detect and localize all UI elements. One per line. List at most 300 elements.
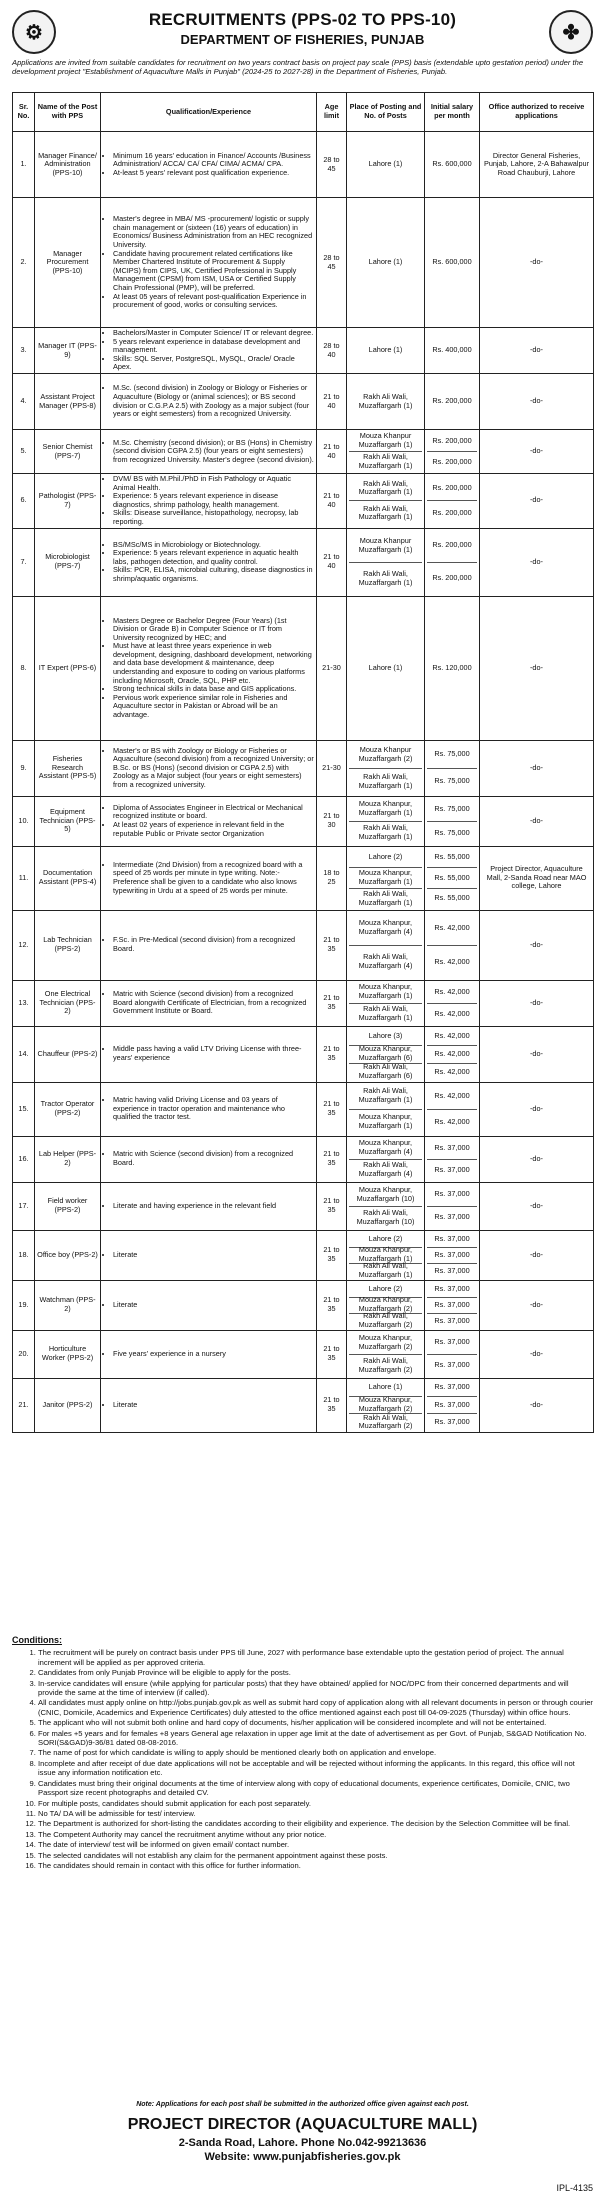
office-authorized: -do- <box>480 1230 594 1280</box>
table-row <box>13 596 594 740</box>
header <box>12 8 593 54</box>
office-authorized: -do- <box>480 1136 594 1182</box>
salary-cell <box>425 474 480 529</box>
place-of-posting: Rakh Ali Wali, Muzaffargarh (1) <box>349 1084 422 1110</box>
qualification-cell <box>101 328 317 374</box>
salary-value: Rs. 42,000 <box>427 1084 477 1110</box>
age-limit: 21 to 35 <box>317 1330 347 1378</box>
post-name: Fisheries Research Assistant (PPS-5) <box>35 740 101 796</box>
salary-cell <box>425 528 480 596</box>
age-limit: 21 to 35 <box>317 1026 347 1082</box>
salary-value: Rs. 37,000 <box>434 1212 470 1222</box>
age-limit: 21-30 <box>317 740 347 796</box>
salary-value: Rs. 37,000 <box>427 1397 477 1414</box>
serial-number: 19. <box>13 1280 35 1330</box>
condition-item: 6. For males +5 years and for females +8 years General age relaxation in upper age limit at the date of advertisement as per Govt. of Punjab, S&GAD Notification No. SORI(S&GAD)9-36/81 dated 08-08-2016. <box>38 1729 593 1748</box>
qualification-list <box>103 861 314 895</box>
qualification-list <box>103 152 314 178</box>
place-of-posting: Lahore (2) <box>349 1232 422 1248</box>
place-of-posting-cell <box>347 796 425 846</box>
qualification-item: • Skills: SQL Server, PostgreSQL, MySQL, Oracle/ Oracle Apex. <box>113 355 314 372</box>
salary-value: Rs. 37,000 <box>434 1360 470 1370</box>
salary-value: Rs. 37,000 <box>427 1138 477 1160</box>
qualification-item: • Experience: 5 years relevant experience in aquatic health labs, pathogen detection, and quality control. <box>113 549 314 566</box>
note-text: Note: Applications for each post shall be submitted in the authorized office given against each post. <box>136 2101 469 2108</box>
conditions-list <box>12 1648 593 1870</box>
qualification-item: • Matric having valid Driving License and 03 years of experience in tractor operation and maintenance who qualified the tractor test. <box>113 1096 314 1122</box>
qualification-item: • Matric with Science (second division) from a recognized Board. <box>113 1150 314 1167</box>
qualification-cell <box>101 374 317 430</box>
condition-item: 15. The selected candidates will not establish any claim for the permanent appointment against these posts. <box>38 1851 593 1860</box>
place-of-posting: Mouza Khanpur Muzaffargarh (2) <box>349 742 422 769</box>
salary-value: Rs. 200,000 <box>427 530 477 563</box>
qualification-list <box>103 1202 314 1211</box>
place-of-posting-cell <box>347 132 425 198</box>
header-post: Name of the Post with PPS <box>35 93 101 132</box>
post-name: Lab Technician (PPS-2) <box>35 910 101 980</box>
qualification-cell <box>101 474 317 529</box>
footer <box>12 2116 593 2163</box>
header-sr: Sr. No. <box>13 93 35 132</box>
salary-value: Rs. 200,000 <box>432 456 472 466</box>
salary-value: Rs. 37,000 <box>427 1282 477 1298</box>
qualification-item: • Pervious work experience similar role in Fisheries and Aquaculture sector in Pakistan or Abroad will be an advantage. <box>113 694 314 720</box>
qualification-cell <box>101 528 317 596</box>
office-authorized: -do- <box>480 1330 594 1378</box>
serial-number: 4. <box>13 374 35 430</box>
place-of-posting: Mouza Khanpur, Muzaffargarh (6) <box>349 1046 422 1064</box>
qualification-list <box>103 804 314 838</box>
place-of-posting: Lahore (1) <box>368 159 403 169</box>
table-row <box>13 328 594 374</box>
salary-value: Rs. 75,000 <box>427 742 477 769</box>
qualification-list <box>103 1096 314 1122</box>
age-limit: 21 to 35 <box>317 1136 347 1182</box>
condition-item: 11. No TA/ DA will be admissible for test/ interview. <box>38 1809 593 1818</box>
office-authorized: Director General Fisheries, Punjab, Lahore, 2-A Bahawalpur Road Chauburji, Lahore <box>480 132 594 198</box>
age-limit: 21 to 30 <box>317 796 347 846</box>
age-limit: 21 to 40 <box>317 374 347 430</box>
qualification-cell <box>101 1378 317 1432</box>
salary-value: Rs. 42,000 <box>434 956 470 966</box>
age-limit: 21 to 40 <box>317 430 347 474</box>
office-authorized: -do- <box>480 474 594 529</box>
qualification-cell <box>101 1026 317 1082</box>
government-seal-icon: ⚙ <box>12 10 56 54</box>
serial-number: 6. <box>13 474 35 529</box>
place-of-posting: Rakh Ali Wali, Muzaffargarh (1) <box>358 771 413 790</box>
salary-value: Rs. 200,000 <box>432 573 472 583</box>
age-limit: 21 to 40 <box>317 474 347 529</box>
serial-number: 12. <box>13 910 35 980</box>
age-limit: 21 to 35 <box>317 1280 347 1330</box>
office-authorized: -do- <box>480 374 594 430</box>
place-of-posting: Mouza Khanpur Muzaffargarh (1) <box>349 530 422 563</box>
place-of-posting-cell <box>347 1136 425 1182</box>
qualification-item: • DVM/ BS with M.Phil./PhD in Fish Pathology or Aquatic Animal Health. <box>113 475 314 492</box>
qualification-list <box>103 215 314 310</box>
table-row <box>13 1378 594 1432</box>
post-name: Equipment Technician (PPS-5) <box>35 796 101 846</box>
post-name: Senior Chemist (PPS-7) <box>35 430 101 474</box>
condition-item: 14. The date of interview/ test will be informed on given email/ contact number. <box>38 1840 593 1849</box>
place-of-posting: Rakh Ali Wali, Muzaffargarh (1) <box>358 452 413 470</box>
qualification-cell <box>101 1182 317 1230</box>
qualification-item: • Literate <box>113 1301 314 1310</box>
post-name: IT Expert (PPS-6) <box>35 596 101 740</box>
office-authorized: -do- <box>480 528 594 596</box>
qualification-item: • 5 years relevant experience in database development and management. <box>113 338 314 355</box>
table-row <box>13 740 594 796</box>
place-of-posting-cell <box>347 1026 425 1082</box>
salary-value: Rs. 37,000 <box>427 1184 477 1207</box>
ipl-code: IPL-4135 <box>556 2183 593 2193</box>
qualification-item: • Candidate having procurement related certifications like Member Chartered Institute of Procurement & Supply (MCIPS) from CIPS, UK, Certified Professional in Supply Management (CPSM) from ISM, USA or Certified Supply Chain Professional (PMP), will be preferred. <box>113 250 314 293</box>
qualification-cell <box>101 1136 317 1182</box>
post-name: Manager IT (PPS-9) <box>35 328 101 374</box>
footer-address: 2-Sanda Road, Lahore. Phone No.042-99213636 <box>178 2137 427 2149</box>
table-row <box>13 1280 594 1330</box>
salary-value: Rs. 600,000 <box>432 257 472 267</box>
salary-value: Rs. 55,000 <box>427 848 477 869</box>
salary-value: Rs. 42,000 <box>434 1066 470 1076</box>
table-row <box>13 132 594 198</box>
serial-number: 7. <box>13 528 35 596</box>
table-body <box>13 132 594 1433</box>
salary-value: Rs. 55,000 <box>427 868 477 889</box>
post-name: Documentation Assistant (PPS-4) <box>35 846 101 910</box>
place-of-posting: Mouza Khanpur, Muzaffargarh (4) <box>349 1138 422 1160</box>
salary-cell <box>425 132 480 198</box>
qualification-item: • M.Sc. Chemistry (second division); or BS (Hons) in Chemistry (second division CGPA 2.5) (four years or eight semesters) from recognized University. Master's degree (second division). <box>113 439 314 465</box>
qualification-cell <box>101 796 317 846</box>
place-of-posting: Rakh Ali Wali, Muzaffargarh (1) <box>358 1004 413 1023</box>
place-of-posting-cell <box>347 980 425 1026</box>
salary-value: Rs. 37,000 <box>434 1417 470 1427</box>
place-of-posting: Rakh Ali Wali, Muzaffargarh (1) <box>358 568 413 587</box>
qualification-cell <box>101 980 317 1026</box>
qualification-cell <box>101 132 317 198</box>
qualification-item: • Must have at least three years experience in web development, designing, dashboard development, networking and data base development & maintenance, deep understanding and exposure to coding on various platforms including Microsoft, Oracle, SQL, PHP etc. <box>113 642 314 685</box>
age-limit: 21 to 35 <box>317 1230 347 1280</box>
qualification-item: • Master's degree in MBA/ MS -procurement/ logistic or supply chain management or (sixteen (16) years of education) in Economics/ Business Administration from an HEC recognized University. <box>113 215 314 249</box>
place-of-posting-cell <box>347 198 425 328</box>
serial-number: 13. <box>13 980 35 1026</box>
conditions-section <box>12 1636 593 1871</box>
qualification-item: • At least 02 years of experience in relevant field in the reputable Public or Private sector Organization <box>113 821 314 838</box>
qualification-list <box>103 747 314 790</box>
post-name: Pathologist (PPS-7) <box>35 474 101 529</box>
office-authorized: -do- <box>480 1082 594 1136</box>
salary-value: Rs. 55,000 <box>434 893 470 903</box>
age-limit: 21-30 <box>317 596 347 740</box>
place-of-posting-cell <box>347 328 425 374</box>
place-of-posting: Mouza Khanpur, Muzaffargarh (1) <box>349 868 422 889</box>
salary-value: Rs. 400,000 <box>432 345 472 355</box>
qualification-item: • Masters Degree or Bachelor Degree (Four Years) (1st Division or Grade B) in Computer Science or IT from University recognized by HEC; and <box>113 617 314 643</box>
page-title: RECRUITMENTS (PPS-02 TO PPS-10) <box>148 10 457 29</box>
place-of-posting: Rakh Ali Wali, Muzaffargarh (4) <box>358 1160 413 1179</box>
salary-cell <box>425 596 480 740</box>
qualification-item: • Minimum 16 years' education in Finance/ Accounts /Business Administration/ ACCA/ CA/ CFA/ CIMA/ ACMA/ CPA. <box>113 152 314 169</box>
qualification-item: • BS/MSc/MS in Microbiology or Biotechnology. <box>113 541 314 550</box>
salary-cell <box>425 796 480 846</box>
qualification-list <box>103 541 314 584</box>
salary-value: Rs. 200,000 <box>427 476 477 501</box>
qualification-list <box>103 1350 314 1359</box>
salary-cell <box>425 846 480 910</box>
post-name: Watchman (PPS-2) <box>35 1280 101 1330</box>
salary-cell <box>425 1280 480 1330</box>
qualification-cell <box>101 198 317 328</box>
serial-number: 10. <box>13 796 35 846</box>
age-limit: 21 to 35 <box>317 1082 347 1136</box>
office-authorized: -do- <box>480 198 594 328</box>
table-row <box>13 910 594 980</box>
place-of-posting: Rakh Ali Wali, Muzaffargarh (10) <box>356 1207 415 1226</box>
place-of-posting: Mouza Khanpur, Muzaffargarh (1) <box>349 982 422 1004</box>
salary-value: Rs. 37,000 <box>434 1315 470 1325</box>
condition-item: 8. Incomplete and after receipt of due date applications will not be acceptable and will be rejected without informing the applicants. In this regard, this office will not issue any information notification etc. <box>38 1759 593 1778</box>
table-row <box>13 374 594 430</box>
place-of-posting: Mouza Khanpur, Muzaffargarh (1) <box>349 798 422 822</box>
serial-number: 14. <box>13 1026 35 1082</box>
qualification-item: • Matric with Science (second division) from a recognized Board alongwith Certificate of Electrician, from a recognized Government Institute or Board. <box>113 990 314 1016</box>
place-of-posting-cell <box>347 1330 425 1378</box>
salary-cell <box>425 1330 480 1378</box>
qualification-item: • Literate <box>113 1251 314 1260</box>
office-authorized: -do- <box>480 1026 594 1082</box>
qualification-item: • At least 05 years of relevant post-qualification Experience in procurement of good, works or consulting services. <box>113 293 314 310</box>
table-row <box>13 1182 594 1230</box>
qualification-list <box>103 1251 314 1260</box>
condition-item: 4. All candidates must apply online on http://jobs.punjab.gov.pk as well as submit hard copy of application along with all relevant documents in person or through courier (CNIC, Domicile, Academics and Experience Certificates) duly attested to the office mentioned against each post till 04-09-2025 (Thursday) within office hours. <box>38 1698 593 1717</box>
salary-value: Rs. 120,000 <box>432 662 472 672</box>
serial-number: 3. <box>13 328 35 374</box>
office-authorized: -do- <box>480 980 594 1026</box>
qualification-list <box>103 617 314 720</box>
salary-value: Rs. 42,000 <box>427 982 477 1004</box>
office-authorized: -do- <box>480 328 594 374</box>
place-of-posting: Rakh Ali Wali, Muzaffargarh (2) <box>358 1412 413 1431</box>
condition-item: 7. The name of post for which candidate is willing to apply should be mentioned clearly both on application and envelope. <box>38 1748 593 1757</box>
table-row <box>13 1082 594 1136</box>
condition-item: 5. The applicant who will not submit both online and hard copy of documents, his/her application will be considered incomplete and will not be entertained. <box>38 1718 593 1727</box>
age-limit: 21 to 35 <box>317 980 347 1026</box>
place-of-posting: Lahore (2) <box>349 1282 422 1298</box>
post-name: Manager Procurement (PPS-10) <box>35 198 101 328</box>
post-name: Chauffeur (PPS-2) <box>35 1026 101 1082</box>
place-of-posting: Mouza Khanpur, Muzaffargarh (2) <box>349 1298 422 1314</box>
salary-value: Rs. 75,000 <box>434 827 470 837</box>
table-row <box>13 1136 594 1182</box>
salary-cell <box>425 1136 480 1182</box>
salary-value: Rs. 37,000 <box>434 1164 470 1174</box>
place-of-posting-cell <box>347 1280 425 1330</box>
qualification-list <box>103 1401 314 1410</box>
serial-number: 15. <box>13 1082 35 1136</box>
place-of-posting: Rakh Ali Wali, Muzaffargarh (6) <box>358 1062 413 1081</box>
office-authorized: -do- <box>480 1182 594 1230</box>
salary-value: Rs. 42,000 <box>427 1046 477 1064</box>
qualification-list <box>103 1301 314 1310</box>
place-of-posting-cell <box>347 740 425 796</box>
place-of-posting: Lahore (3) <box>349 1028 422 1046</box>
header-place: Place of Posting and No. of Posts <box>347 93 425 132</box>
post-name: Field worker (PPS-2) <box>35 1182 101 1230</box>
post-name: One Electrical Technician (PPS-2) <box>35 980 101 1026</box>
qualification-cell <box>101 1280 317 1330</box>
serial-number: 20. <box>13 1330 35 1378</box>
salary-value: Rs. 37,000 <box>427 1248 477 1264</box>
salary-cell <box>425 740 480 796</box>
place-of-posting: Rakh Ali Wali, Muzaffargarh (1) <box>358 889 413 907</box>
place-of-posting: Mouza Khanpur, Muzaffargarh (2) <box>349 1397 422 1414</box>
place-of-posting: Lahore (2) <box>349 848 422 869</box>
place-of-posting: Rakh Ali Wali, Muzaffargarh (1) <box>358 1261 413 1280</box>
salary-value: Rs. 200,000 <box>432 396 472 406</box>
qualification-item: • Five years' experience in a nursery <box>113 1350 314 1359</box>
header-age: Age limit <box>317 93 347 132</box>
salary-value: Rs. 42,000 <box>427 912 477 946</box>
qualification-list <box>103 384 314 418</box>
table-row <box>13 796 594 846</box>
place-of-posting-cell <box>347 596 425 740</box>
condition-item: 16. The candidates should remain in contact with this office for further information. <box>38 1861 593 1870</box>
office-authorized: -do- <box>480 430 594 474</box>
qualification-item: • Literate <box>113 1401 314 1410</box>
qualification-item: • Experience: 5 years relevant experience in disease diagnostics, shrimp pathology, health management. <box>113 492 314 509</box>
serial-number: 18. <box>13 1230 35 1280</box>
qualification-item: • Literate and having experience in the relevant field <box>113 1202 314 1211</box>
qualification-item: • Master's or BS with Zoology or Biology or Fisheries or Aquaculture (second division) from a recognized University; or B.Sc. or BS (Hons) (second division or CGPA 2.5) with Zoology as a Major subject (four years or eight semesters) from a recognized university. <box>113 747 314 790</box>
serial-number: 21. <box>13 1378 35 1432</box>
qualification-item: • Intermediate (2nd Division) from a recognized board with a speed of 25 words per minute in type writing. Note:- Preference shall be given to a candidate who also knows typewriting in Urdu at a speed of 25 words per minute. <box>113 861 314 895</box>
post-name: Manager Finance/ Administration (PPS-10) <box>35 132 101 198</box>
place-of-posting: Rakh Ali Wali, Muzaffargarh (1) <box>358 823 413 842</box>
place-of-posting-cell <box>347 846 425 910</box>
qualification-cell <box>101 846 317 910</box>
footer-authority: PROJECT DIRECTOR (AQUACULTURE MALL) <box>127 2116 478 2133</box>
salary-cell <box>425 1378 480 1432</box>
qualification-item: • Strong technical skills in data base and GIS applications. <box>113 685 314 694</box>
office-authorized: Project Director, Aquaculture Mall, 2-Sanda Road near MAO college, Lahore <box>480 846 594 910</box>
serial-number: 9. <box>13 740 35 796</box>
place-of-posting: Rakh Ali Wali, Muzaffargarh (1) <box>349 476 422 501</box>
header-qualification: Qualification/Experience <box>101 93 317 132</box>
qualification-list <box>103 439 314 465</box>
place-of-posting: Lahore (1) <box>368 345 403 355</box>
serial-number: 17. <box>13 1182 35 1230</box>
salary-cell <box>425 374 480 430</box>
qualification-list <box>103 936 314 953</box>
place-of-posting-cell <box>347 1230 425 1280</box>
salary-value: Rs. 200,000 <box>432 507 472 517</box>
qualification-list <box>103 329 314 372</box>
salary-cell <box>425 980 480 1026</box>
qualification-item: • F.Sc. in Pre-Medical (second division) from a recognized Board. <box>113 936 314 953</box>
salary-value: Rs. 42,000 <box>427 1028 477 1046</box>
office-authorized: -do- <box>480 1280 594 1330</box>
salary-value: Rs. 200,000 <box>427 431 477 452</box>
place-of-posting-cell <box>347 1082 425 1136</box>
condition-item: 1. The recruitment will be purely on contract basis under PPS till June, 2027 with performance base extendable upto the gestation period of project. The annual increment will be applied as per approved criteria. <box>38 1648 593 1667</box>
salary-value: Rs. 37,000 <box>434 1265 470 1275</box>
qualification-list <box>103 990 314 1016</box>
salary-cell <box>425 430 480 474</box>
qualification-list <box>103 1150 314 1167</box>
place-of-posting: Mouza Khanpur Muzaffargarh (1) <box>349 431 422 452</box>
salary-value: Rs. 75,000 <box>427 798 477 822</box>
serial-number: 16. <box>13 1136 35 1182</box>
salary-value: Rs. 37,000 <box>427 1232 477 1248</box>
table-row <box>13 528 594 596</box>
place-of-posting-cell <box>347 910 425 980</box>
place-of-posting-cell <box>347 374 425 430</box>
condition-item: 3. In-service candidates will ensure (while applying for particular posts) that they have obtained/ applied for NOC/DPC from their concerned departments and will provide the same at the time of interview (if called). <box>38 1679 593 1698</box>
salary-value: Rs. 37,000 <box>427 1298 477 1314</box>
place-of-posting: Rakh Ali Wali, Muzaffargarh (4) <box>358 952 413 971</box>
post-name: Assistant Project Manager (PPS-8) <box>35 374 101 430</box>
department-subtitle: DEPARTMENT OF FISHERIES, PUNJAB <box>180 32 425 47</box>
qualification-item: • Middle pass having a valid LTV Driving License with three-years' experience <box>113 1045 314 1062</box>
age-limit: 28 to 40 <box>317 328 347 374</box>
salary-value: Rs. 42,000 <box>434 1008 470 1018</box>
qualification-cell <box>101 1330 317 1378</box>
age-limit: 21 to 35 <box>317 1378 347 1432</box>
footer-website: Website: www.punjabfisheries.gov.pk <box>204 2151 401 2163</box>
qualification-cell <box>101 430 317 474</box>
recruitment-table <box>12 92 594 1433</box>
place-of-posting: Mouza Khanpur, Muzaffargarh (1) <box>349 1248 422 1264</box>
salary-cell <box>425 1230 480 1280</box>
age-limit: 21 to 40 <box>317 528 347 596</box>
qualification-item: • Diploma of Associates Engineer in Electrical or Mechanical recognized institute or board. <box>113 804 314 821</box>
condition-item: 10. For multiple posts, candidates should submit application for each post separately. <box>38 1799 593 1808</box>
header-salary: Initial salary per month <box>425 93 480 132</box>
place-of-posting-cell <box>347 1182 425 1230</box>
qualification-cell <box>101 1230 317 1280</box>
place-of-posting-cell <box>347 528 425 596</box>
condition-item: 9. Candidates must bring their original documents at the time of interview along with copy of educational documents, experience certificates, Domicile, CNIC, two Passport size recent photographs and detailed CV. <box>38 1779 593 1798</box>
age-limit: 18 to 25 <box>317 846 347 910</box>
salary-value: Rs. 37,000 <box>427 1332 477 1355</box>
table-row <box>13 846 594 910</box>
serial-number: 8. <box>13 596 35 740</box>
place-of-posting: Rakh Ali Wali, Muzaffargarh (1) <box>358 391 413 410</box>
condition-item: 12. The Department is authorized for short-listing the candidates according to their eligibility and experience. The decision by the Selection Committee will be final. <box>38 1819 593 1828</box>
intro-text: Applications are invited from suitable candidates for recruitment on two years contract basis on project pay scale (PPS) basis (extendable upto gestation period) under the development project "Establishment of Aquaculture Malls in Punjab" (2024-25 to 2027-28) in the Department of Fisheries, Punjab. <box>12 58 584 77</box>
salary-value: Rs. 600,000 <box>432 159 472 169</box>
post-name: Janitor (PPS-2) <box>35 1378 101 1432</box>
qualification-item: • Skills: PCR, ELISA, microbial culturing, disease diagnostics in shrimp/aquatic organisms. <box>113 566 314 583</box>
office-authorized: -do- <box>480 740 594 796</box>
age-limit: 21 to 35 <box>317 1182 347 1230</box>
conditions-title: Conditions: <box>12 1635 62 1645</box>
salary-value: Rs. 75,000 <box>434 776 470 786</box>
salary-cell <box>425 1082 480 1136</box>
qualification-item: • Bachelors/Master in Computer Science/ IT or relevant degree. <box>113 329 314 338</box>
salary-cell <box>425 910 480 980</box>
qualification-item: • Skills: Disease surveillance, histopathology, necropsy, lab reporting. <box>113 509 314 526</box>
place-of-posting-cell <box>347 430 425 474</box>
office-authorized: -do- <box>480 1378 594 1432</box>
place-of-posting: Mouza Khanpur, Muzaffargarh (4) <box>349 912 422 946</box>
place-of-posting: Mouza Khanpur, Muzaffargarh (1) <box>358 1112 413 1131</box>
table-row <box>13 430 594 474</box>
table-row <box>13 474 594 529</box>
fisheries-logo-icon: ✤ <box>549 10 593 54</box>
